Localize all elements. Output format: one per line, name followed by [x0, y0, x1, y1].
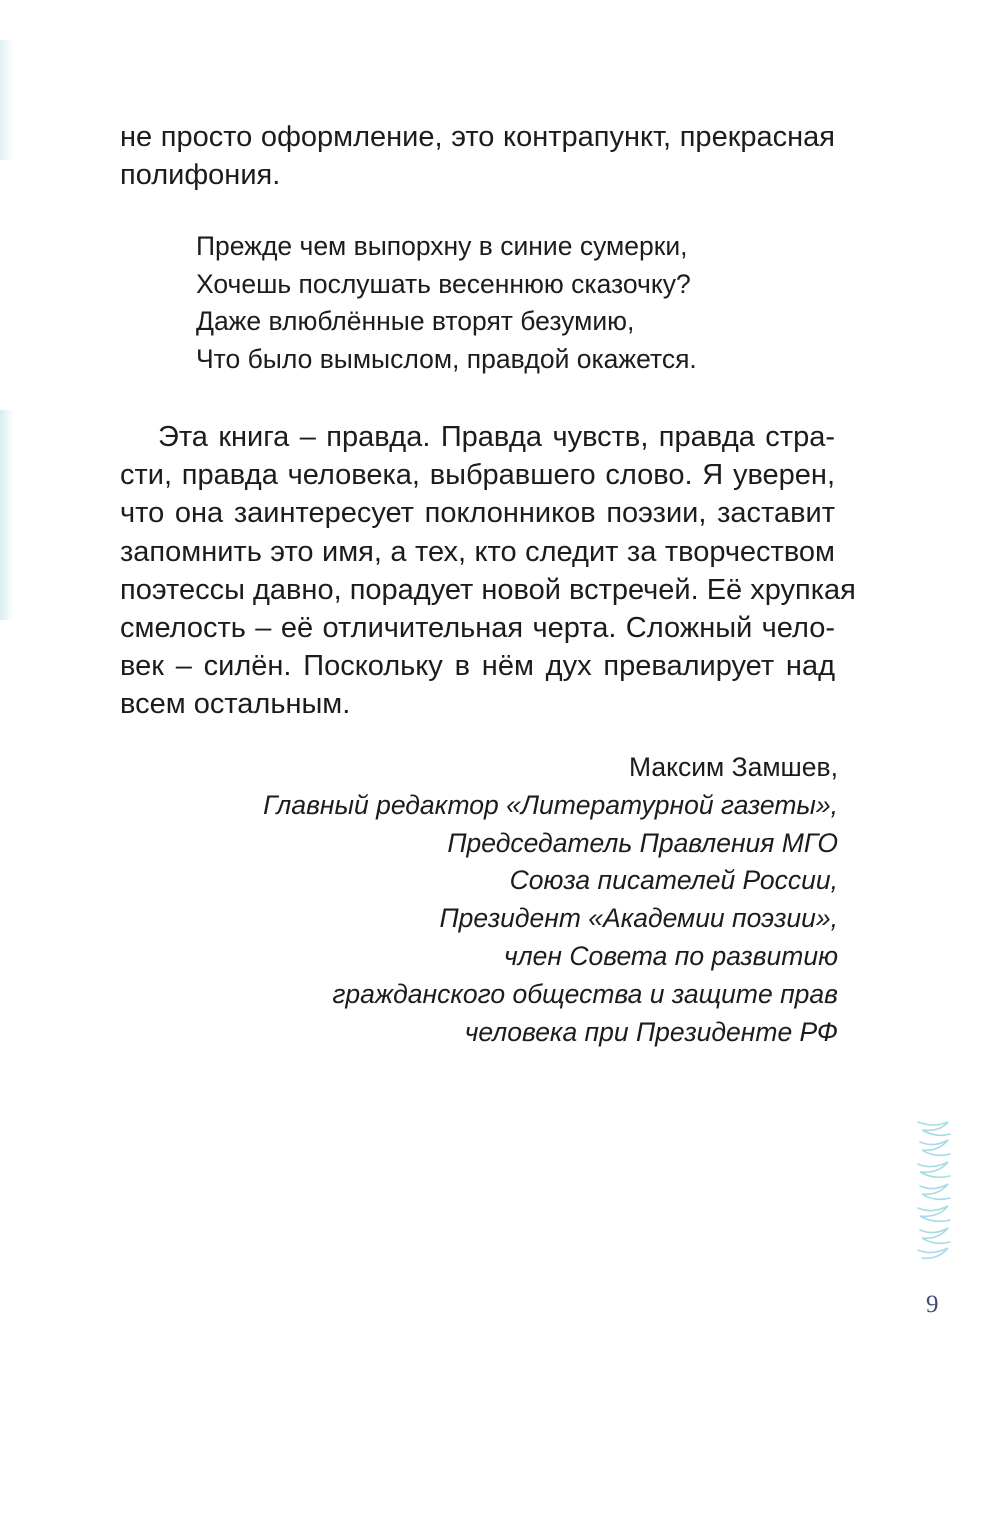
text-line: запомнить это имя, а тех, кто следит за творчеством [120, 535, 835, 568]
text-line: век – силён. Поскольку в нём дух превалирует над [120, 650, 835, 683]
text-line: полифония. [120, 159, 281, 192]
text-line: Эта книга – правда. Правда чувств, правда стра- [158, 421, 835, 453]
edge-tint [0, 40, 14, 160]
poem-line: Хочешь послушать весеннюю сказочку? [196, 268, 691, 299]
author-title-line: Главный редактор «Литературной газеты», [263, 789, 838, 820]
edge-tint [0, 410, 14, 620]
text-line: сти, правда человека, выбравшего слово. Я уверен, [120, 459, 835, 492]
text-line: поэтессы давно, порадует новой встречей. Её хрупкая [120, 573, 856, 606]
poem-quote [196, 228, 697, 379]
intro-paragraph [120, 118, 835, 194]
text-line: смелость – её отличительная черта. Сложный чело- [120, 612, 835, 645]
author-title-line: Председатель Правления МГО [447, 827, 838, 858]
author-title-line: гражданского общества и защите прав [332, 978, 838, 1009]
text-line: что она заинтересует поклонников поэзии, заставит [120, 497, 835, 530]
author-title-line: человека при Президенте РФ [464, 1016, 838, 1047]
page-number: 9 [926, 1291, 939, 1318]
main-paragraph [120, 418, 856, 724]
wave-ornament-icon [914, 1118, 954, 1263]
poem-line: Что было вымыслом, правдой окажется. [196, 344, 697, 375]
poem-line: Прежде чем выпорхну в синие сумерки, [196, 231, 688, 261]
author-title-line: член Совета по развитию [504, 940, 838, 971]
text-line: всем остальным. [120, 688, 351, 721]
author-name: Максим Замшев, [628, 752, 838, 782]
poem-line: Даже влюблённые вторят безумию, [196, 306, 635, 337]
author-title-line: Союза писателей России, [509, 865, 838, 896]
text-line: не просто оформление, это контрапункт, прекрасная [120, 121, 835, 153]
author-signature [263, 749, 838, 1051]
author-title-line: Президент «Академии поэзии», [439, 903, 838, 934]
